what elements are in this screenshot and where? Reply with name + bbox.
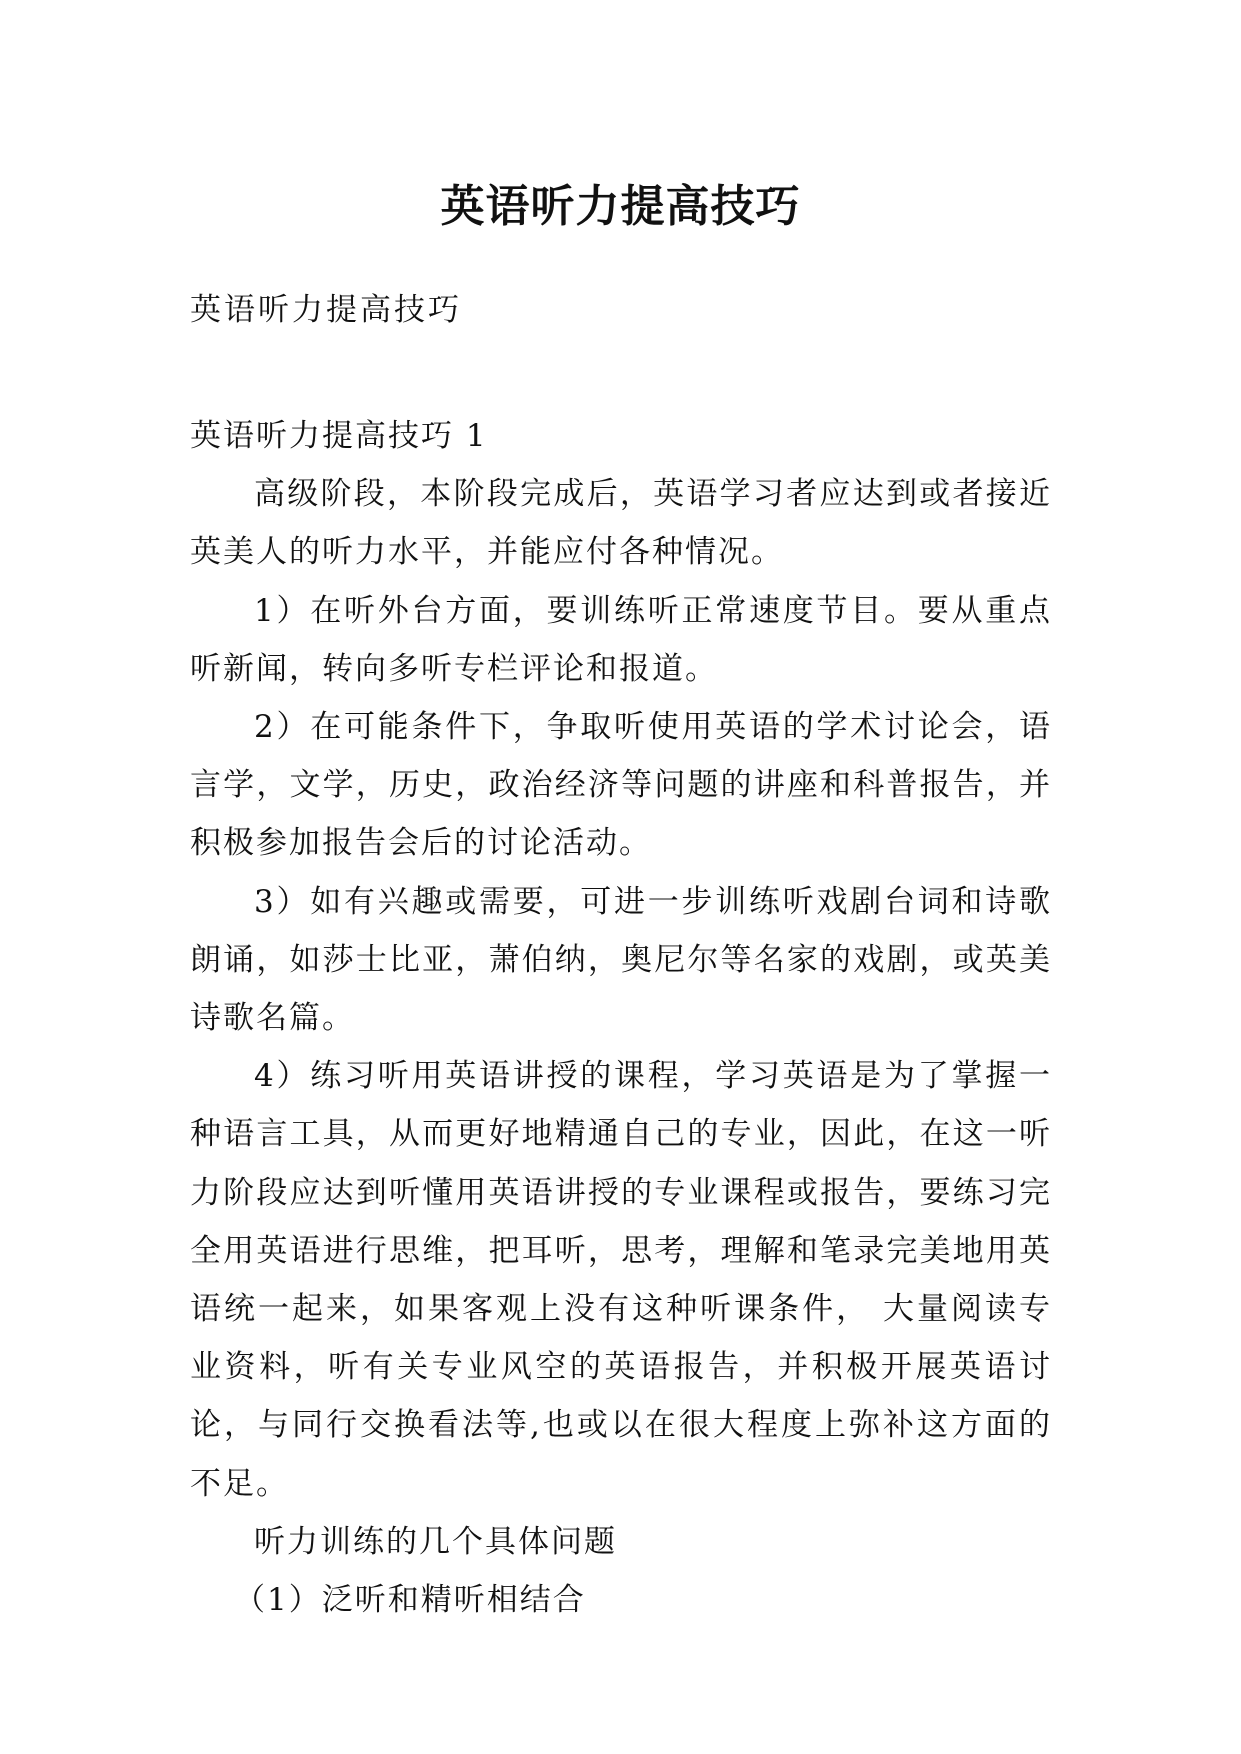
- document-body: [190, 407, 1052, 1629]
- paragraph-point-1: 1）在听外台方面，要训练听正常速度节目。要从重点听新闻，转向多听专栏评论和报道。: [190, 592, 1052, 687]
- paragraph-subheading: 听力训练的几个具体问题: [254, 1523, 617, 1560]
- paragraph-item-1: （1）泛听和精听相结合: [234, 1582, 586, 1619]
- document-title: 英语听力提高技巧: [440, 181, 801, 233]
- paragraph-point-2: 2）在可能条件下，争取听使用英语的学术讨论会，语言学，文学，历史，政治经济等问题的讲座和科普报告，并积极参加报告会后的讨论活动。: [190, 709, 1052, 862]
- document-subtitle: 英语听力提高技巧: [190, 292, 462, 328]
- paragraph-point-3: 3）如有兴趣或需要，可进一步训练听戏剧台词和诗歌朗诵，如莎士比亚，萧伯纳，奥尼尔等名家的戏剧，或英美诗歌名篇。: [190, 883, 1052, 1037]
- paragraph-advanced-stage: 高级阶段，本阶段完成后，英语学习者应达到或者接近英美人的听力水平，并能应付各种情况。: [190, 476, 1052, 571]
- paragraph-point-4: 4）练习听用英语讲授的课程，学习英语是为了掌握一种语言工具，从而更好地精通自己的专业，因此，在这一听力阶段应达到听懂用英语讲授的专业课程或报告，要练习完全用英语进行思维，把耳听，思考，理解和笔录完美地用英语统一起来，如果客观上没有这种听课条件， 大量阅读专业资料，听有关专业风空的英语报告，并积极开展英语讨论，与同行交换看法等,也或以在很大程度上弥补这方面的不足。: [190, 1058, 1052, 1502]
- section-heading: 英语听力提高技巧 1: [190, 418, 488, 454]
